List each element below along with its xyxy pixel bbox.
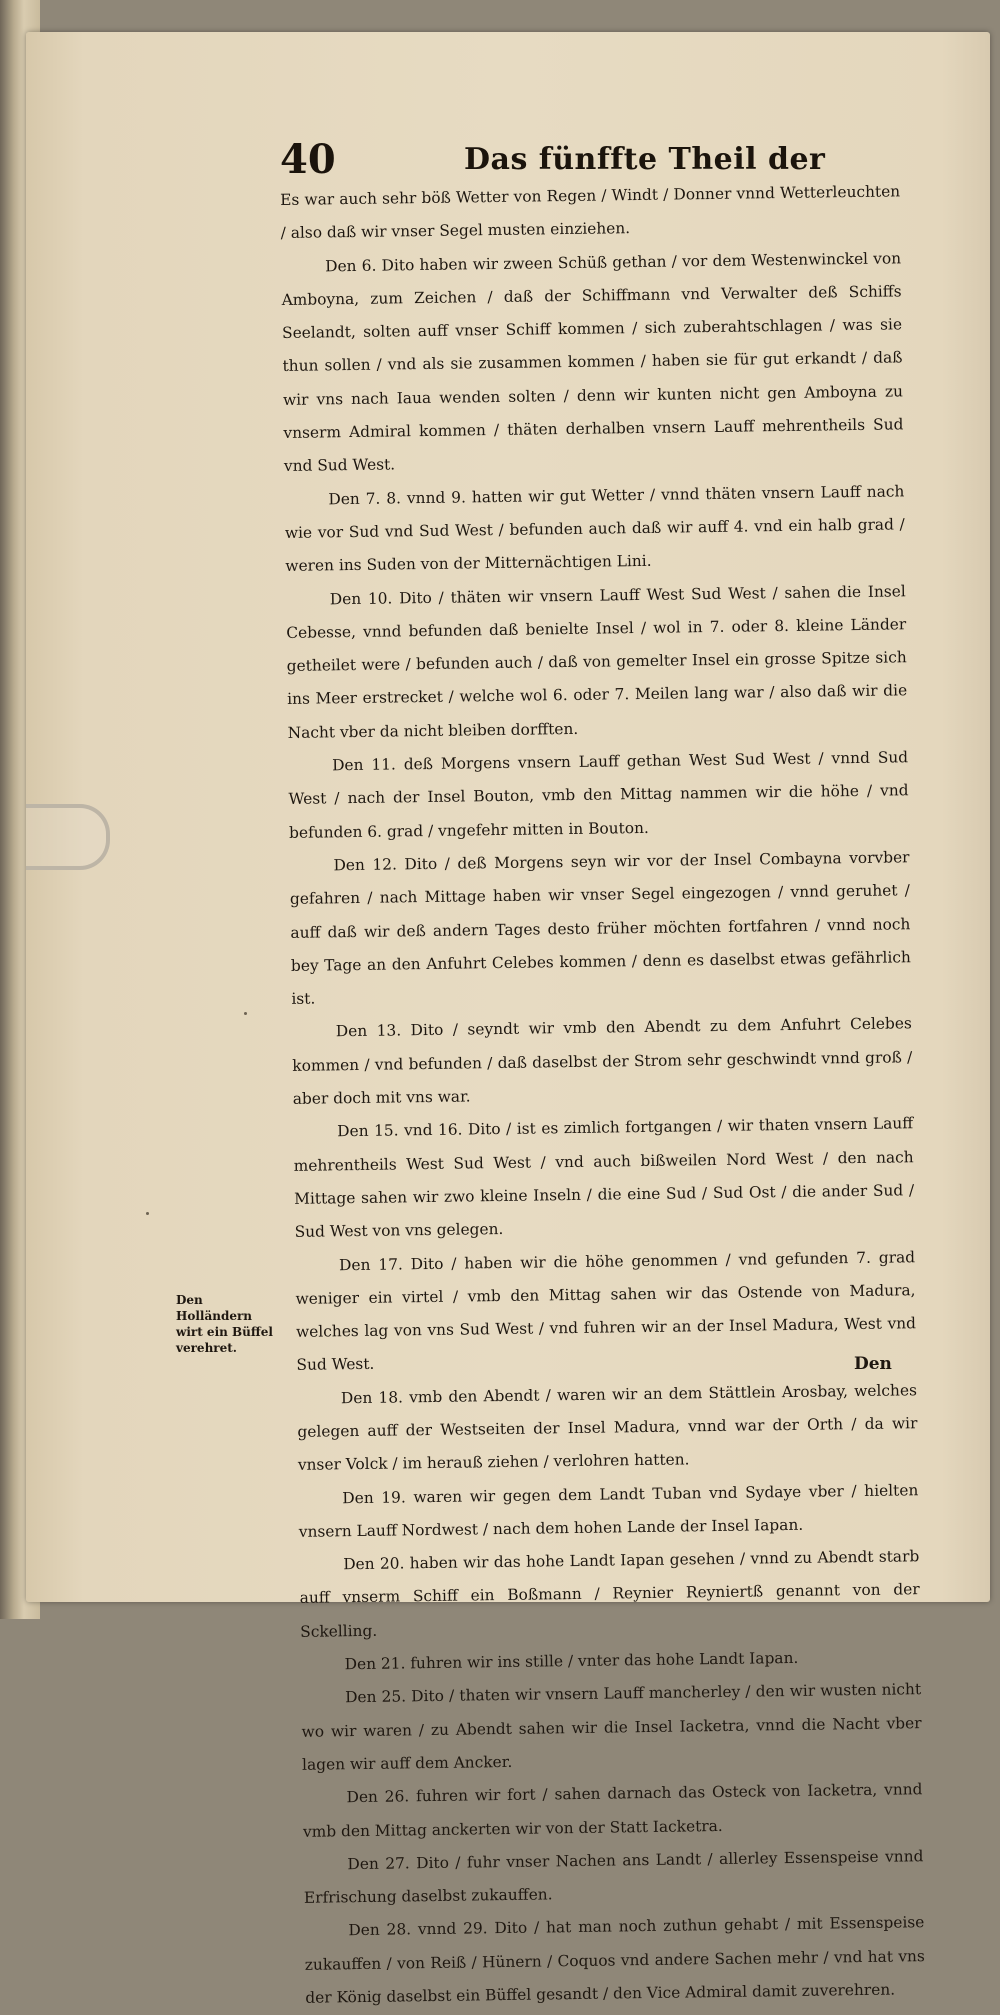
catchword: Den bbox=[854, 1354, 892, 1374]
paragraph: Den 26. fuhren wir fort / sahen darnach das Osteck von Iacketra, vnnd vmb den Mittag anckerten wir von der Statt Iacketra. bbox=[302, 1780, 923, 1841]
body-text bbox=[280, 175, 926, 2015]
paragraph: Den 19. waren wir gegen dem Landt Tuban vnd Sydaye vber / hielten vnsern Lauff Nordwest / nach dem hohen Lande der Insel Iapan. bbox=[298, 1480, 919, 1541]
running-title: Das fünffte Theil der bbox=[464, 142, 826, 177]
paragraph: Den 6. Dito haben wir zween Schüß gethan / vor dem Westenwinckel von Amboyna, zum Zeichen / daß der Schiffmann vnd Verwalter deß Schiffs Seelandt, solten auff vnser Schiff kommen / sich zuberahtschlagen / was sie thun sollen / vnd als sie zusammen kommen / haben sie für gut erkandt / daß wir vns nach Iaua wenden solten / denn wir kunten nicht gen Amboyna zu vnserm Admiral kommen / thäten derhalben vnsern Lauff mehrentheils Sud vnd Sud West. bbox=[281, 248, 904, 476]
paragraph: Den 28. vnnd 29. Dito / hat man noch zuthun gehabt / mit Essenspeise zukauffen / von Reiß / Hünern / Coquos vnd andere Sachen mehr / vnd hat vns der König daselbst ein Büffel gesandt / den Vice Admiral damit zuverehren. bbox=[304, 1913, 925, 2007]
paragraph: Den 12. Dito / deß Morgens seyn wir vor der Insel Combayna vorvber gefahren / nach Mittage haben wir vnser Segel eingezogen / vnnd geruhet / auff daß wir deß andern Tages desto früher möchten fortfahren / vnnd noch bey Tage an den Anfuhrt Celebes kommen / denn es daselbst etwas gefährlich ist. bbox=[289, 848, 911, 1009]
paragraph: Den 25. Dito / thaten wir vnsern Lauff mancherley / den wir wusten nicht wo wir waren / zu Abendt sahen wir die Insel Iacketra, vnnd die Nacht vber lagen wir auff dem Ancker. bbox=[301, 1680, 922, 1774]
paper-speck bbox=[244, 1012, 247, 1015]
paper-clip bbox=[26, 804, 110, 870]
paragraph: Den 21. fuhren wir ins stille / vnter das hohe Landt Iapan. bbox=[344, 1648, 799, 1674]
paragraph: Den 10. Dito / thäten wir vnsern Lauff West Sud West / sahen die Insel Cebesse, vnnd befunden daß benielte Insel / wol in 7. oder 8. kleine Länder getheilet were / befunden auch / daß von gemelter Insel ein grosse Spitze sich ins Meer erstrecket / welche wol 6. oder 7. Meilen lang war / also daß wir die Nacht vber da nicht bleiben dorfften. bbox=[286, 581, 908, 742]
paragraph: Den 11. deß Morgens vnsern Lauff gethan West Sud West / vnnd Sud West / nach der Insel Bouton, vmb den Mittag nammen wir die höhe / vnd befunden 6. grad / vngefehr mitten in Bouton. bbox=[288, 748, 909, 842]
paragraph: Den 15. vnd 16. Dito / ist es zimlich fortgangen / wir thaten vnsern Lauff mehrentheils West Sud West / vnd auch bißweilen Nord West / den nach Mittage sahen wir zwo kleine Inseln / die eine Sud / Sud Ost / die ander Sud / Sud West von vns gelegen. bbox=[293, 1114, 915, 1242]
page-number: 40 bbox=[280, 136, 336, 183]
paragraph: Den 27. Dito / fuhr vnser Nachen ans Landt / allerley Essenspeise vnnd Erfrischung daselbst zukauffen. bbox=[303, 1847, 924, 1907]
margin-note: Den Holländern wirt ein Büffel verehret. bbox=[176, 1293, 273, 1355]
paragraph: Den 18. vmb den Abendt / waren wir an dem Stättlein Arosbay, welches gelegen auff der Westseiten der Insel Madura, vnnd war der Orth / da wir vnser Volck / im herauß ziehen / verlohren hatten. bbox=[297, 1380, 918, 1475]
paragraph: Den 20. haben wir das hohe Landt Iapan gesehen / vnnd zu Abendt starb auff vnserm Schiff ein Boßmann / Reynier Reyniertß genannt von der Sckelling. bbox=[299, 1547, 920, 1641]
paragraph: Den 17. Dito / haben wir die höhe genommen / vnd gefunden 7. grad weniger ein virtel / vmb den Mittag sahen wir das Ostende von Madura, welches lag von vns Sud West / vnd fuhren wir an der Insel Madura, West vnd Sud West. bbox=[295, 1247, 917, 1375]
paper-speck bbox=[146, 1212, 149, 1215]
paragraph: Es war auch sehr böß Wetter von Regen / Windt / Donner vnnd Wetterleuchten / also daß wir vnser Segel musten einziehen. bbox=[280, 182, 901, 243]
paragraph: Den 7. 8. vnnd 9. hatten wir gut Wetter / vnnd thäten vnsern Lauff nach wie vor Sud vnd Sud West / befunden auch daß wir auff 4. vnd ein halb grad / weren ins Suden von der Mitternächtigen Lini. bbox=[284, 481, 905, 576]
paragraph: Den 13. Dito / seyndt wir vmb den Abendt zu dem Anfuhrt Celebes kommen / vnd befunden / daß daselbst der Strom sehr geschwindt vnnd groß / aber doch mit vns war. bbox=[292, 1014, 913, 1108]
